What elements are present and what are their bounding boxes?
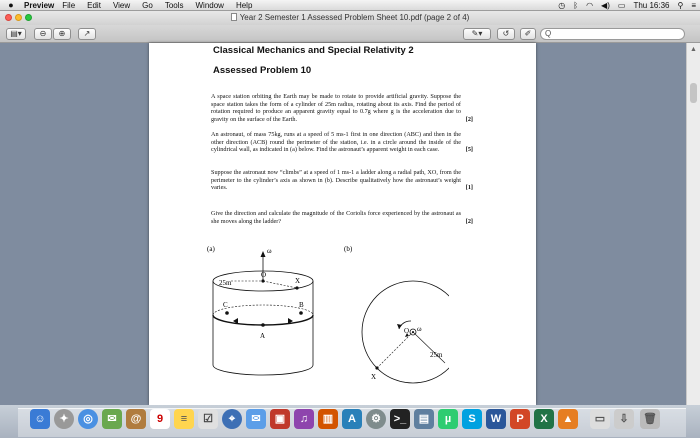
menu-help[interactable]: Help bbox=[235, 0, 253, 10]
paragraph-3 bbox=[211, 169, 473, 192]
maps-icon[interactable]: ⌖ bbox=[222, 409, 242, 429]
notes-icon[interactable]: ≡ bbox=[174, 409, 194, 429]
scrollbar-thumb[interactable] bbox=[690, 83, 697, 103]
menu-tools[interactable]: Tools bbox=[164, 0, 184, 10]
paragraph-4 bbox=[211, 210, 473, 225]
preview-window bbox=[0, 11, 700, 405]
battery-icon[interactable]: ▭ bbox=[617, 1, 626, 10]
zoom-window-button[interactable] bbox=[25, 14, 32, 21]
figure-label-b: (b) bbox=[344, 245, 353, 253]
omega-label-a: ω bbox=[267, 247, 272, 255]
share-button[interactable] bbox=[78, 28, 96, 40]
zoom-in-button[interactable] bbox=[53, 28, 71, 40]
point-c-label: C bbox=[223, 301, 228, 309]
point-o-label-a: O bbox=[261, 271, 267, 279]
toolbar bbox=[0, 25, 700, 43]
messages-icon[interactable]: ✉ bbox=[246, 409, 266, 429]
pdf-page bbox=[149, 43, 536, 405]
menu-view[interactable]: View bbox=[112, 0, 131, 10]
paragraph-2 bbox=[211, 131, 473, 154]
close-window-button[interactable] bbox=[5, 14, 12, 21]
volume-icon[interactable]: ◀) bbox=[601, 1, 610, 10]
calendar-day: 9 bbox=[156, 413, 164, 425]
marks-label: [2] bbox=[465, 115, 473, 123]
launchpad-icon[interactable]: ✦ bbox=[54, 409, 74, 429]
powerpoint-icon[interactable]: P bbox=[510, 409, 530, 429]
bluetooth-icon[interactable]: ᛒ bbox=[573, 1, 579, 10]
annotate-button[interactable] bbox=[463, 28, 491, 40]
document-heading: Classical Mechanics and Special Relativity 2 bbox=[213, 45, 414, 56]
edit-icon: ✐ bbox=[524, 29, 532, 38]
edit-toolbar-button[interactable] bbox=[520, 28, 536, 40]
marks-label: [1] bbox=[465, 184, 473, 192]
reminders-icon[interactable]: ☑ bbox=[198, 409, 218, 429]
finder-icon[interactable]: ☺ bbox=[30, 409, 50, 429]
apple-menu-icon[interactable]: ● bbox=[8, 0, 14, 10]
status-area bbox=[550, 0, 696, 11]
app-store-icon[interactable]: A bbox=[342, 409, 362, 429]
menu-bar bbox=[0, 0, 700, 11]
rotate-button[interactable] bbox=[497, 28, 515, 40]
cylinder-diagram bbox=[189, 237, 449, 397]
calendar-icon[interactable] bbox=[150, 409, 170, 429]
sidebar-icon: ▤▾ bbox=[10, 29, 22, 38]
wifi-icon[interactable]: ◠ bbox=[586, 1, 594, 10]
photo-booth-icon[interactable]: ▣ bbox=[270, 409, 290, 429]
pen-icon: ✎▾ bbox=[471, 29, 483, 38]
paragraph-text: A space station orbiting the Earth may be made to rotate to provide artificial gravity. Suppose the space station takes the form of a cylinder of 25m radius, rotating about its axis. Find the period of rotation required to produce an apparent gravity equal to 0.7g where g is the acceleration due to gravity on the surface of the Earth. bbox=[211, 93, 461, 123]
omega-label-b: ω bbox=[417, 325, 422, 333]
marks-label: [5] bbox=[465, 146, 473, 154]
notification-center-icon[interactable]: ≡ bbox=[691, 1, 696, 10]
clock[interactable]: Thu 16:36 bbox=[633, 1, 670, 10]
radius-label-b: 25m bbox=[430, 351, 443, 359]
menu-window[interactable]: Window bbox=[195, 0, 224, 10]
point-b-label: B bbox=[299, 301, 304, 309]
sidebar-view-button[interactable] bbox=[6, 28, 26, 40]
paragraph-text: Suppose the astronaut now “climbs” at a speed of 1 ms-1 a ladder along a radial path, XO, from the perimeter to the cylinder’s axis as shown in (b). Describe qualitatively how the astronaut’s weight varies. bbox=[211, 169, 461, 192]
time-machine-icon[interactable]: ◷ bbox=[558, 1, 566, 10]
system-preferences-icon[interactable]: ⚙ bbox=[366, 409, 386, 429]
zoom-out-icon: ⊖ bbox=[39, 29, 47, 38]
figure-label-a: (a) bbox=[207, 245, 215, 253]
zoom-in-icon: ⊕ bbox=[58, 29, 66, 38]
spotlight-icon[interactable]: ⚲ bbox=[677, 1, 684, 10]
radius-label-a: 25m bbox=[219, 279, 232, 287]
menu-file[interactable]: File bbox=[62, 0, 76, 10]
contacts-icon[interactable]: @ bbox=[126, 409, 146, 429]
paragraph-text: An astronaut, of mass 75kg, runs at a speed of 5 ms-1 first in one direction (ABC) and then in the other direction (ACB) round the perimeter of the station, i.e. in a circle around the inside of the cylindrical wall, as indicated in (a) below. Find the astronaut’s apparent weight in each case. bbox=[211, 131, 461, 154]
downloads-folder-icon[interactable]: ⇩ bbox=[614, 409, 634, 429]
documents-folder-icon[interactable]: ▭ bbox=[590, 409, 610, 429]
search-field[interactable] bbox=[540, 28, 685, 40]
itunes-icon[interactable]: ♫ bbox=[294, 409, 314, 429]
preview-icon[interactable]: ▤ bbox=[414, 409, 434, 429]
problem-title: Assessed Problem 10 bbox=[213, 65, 312, 76]
window-title: Year 2 Semester 1 Assessed Problem Sheet 10.pdf (page 2 of 4) bbox=[239, 13, 470, 22]
paragraph-1 bbox=[211, 93, 473, 123]
search-icon: Q bbox=[545, 29, 552, 38]
dock bbox=[0, 405, 700, 438]
scroll-up-icon: ▲ bbox=[690, 46, 697, 53]
trash-icon[interactable]: 🗑 bbox=[640, 409, 660, 429]
word-icon[interactable]: W bbox=[486, 409, 506, 429]
minimize-window-button[interactable] bbox=[15, 14, 22, 21]
mail-icon[interactable]: ✉ bbox=[102, 409, 122, 429]
title-bar bbox=[0, 11, 700, 25]
menu-go[interactable]: Go bbox=[142, 0, 153, 10]
zoom-out-button[interactable] bbox=[34, 28, 52, 40]
ibooks-icon[interactable]: ▥ bbox=[318, 409, 338, 429]
document-viewport[interactable] bbox=[0, 43, 700, 405]
utorrent-icon[interactable]: µ bbox=[438, 409, 458, 429]
vlc-icon[interactable]: ▲ bbox=[558, 409, 578, 429]
point-o-label-b: O bbox=[404, 327, 410, 335]
point-x-label-a: X bbox=[295, 277, 301, 285]
skype-icon[interactable]: S bbox=[462, 409, 482, 429]
menu-edit[interactable]: Edit bbox=[87, 0, 101, 10]
marks-label: [2] bbox=[465, 217, 473, 225]
excel-icon[interactable]: X bbox=[534, 409, 554, 429]
safari-icon[interactable]: ◎ bbox=[78, 409, 98, 429]
share-icon: ↗ bbox=[83, 29, 91, 38]
pdf-document-icon bbox=[231, 13, 237, 21]
paragraph-text: Give the direction and calculate the magnitude of the Coriolis force experienced by the astronaut as she moves along the ladder? bbox=[211, 210, 461, 225]
point-x-label-b: X bbox=[371, 373, 377, 381]
point-a-label: A bbox=[260, 332, 266, 340]
rotate-icon: ↺ bbox=[502, 29, 510, 38]
terminal-icon[interactable]: >_ bbox=[390, 409, 410, 429]
vertical-scrollbar[interactable] bbox=[686, 43, 700, 405]
menu-app-name[interactable]: Preview bbox=[24, 0, 55, 10]
